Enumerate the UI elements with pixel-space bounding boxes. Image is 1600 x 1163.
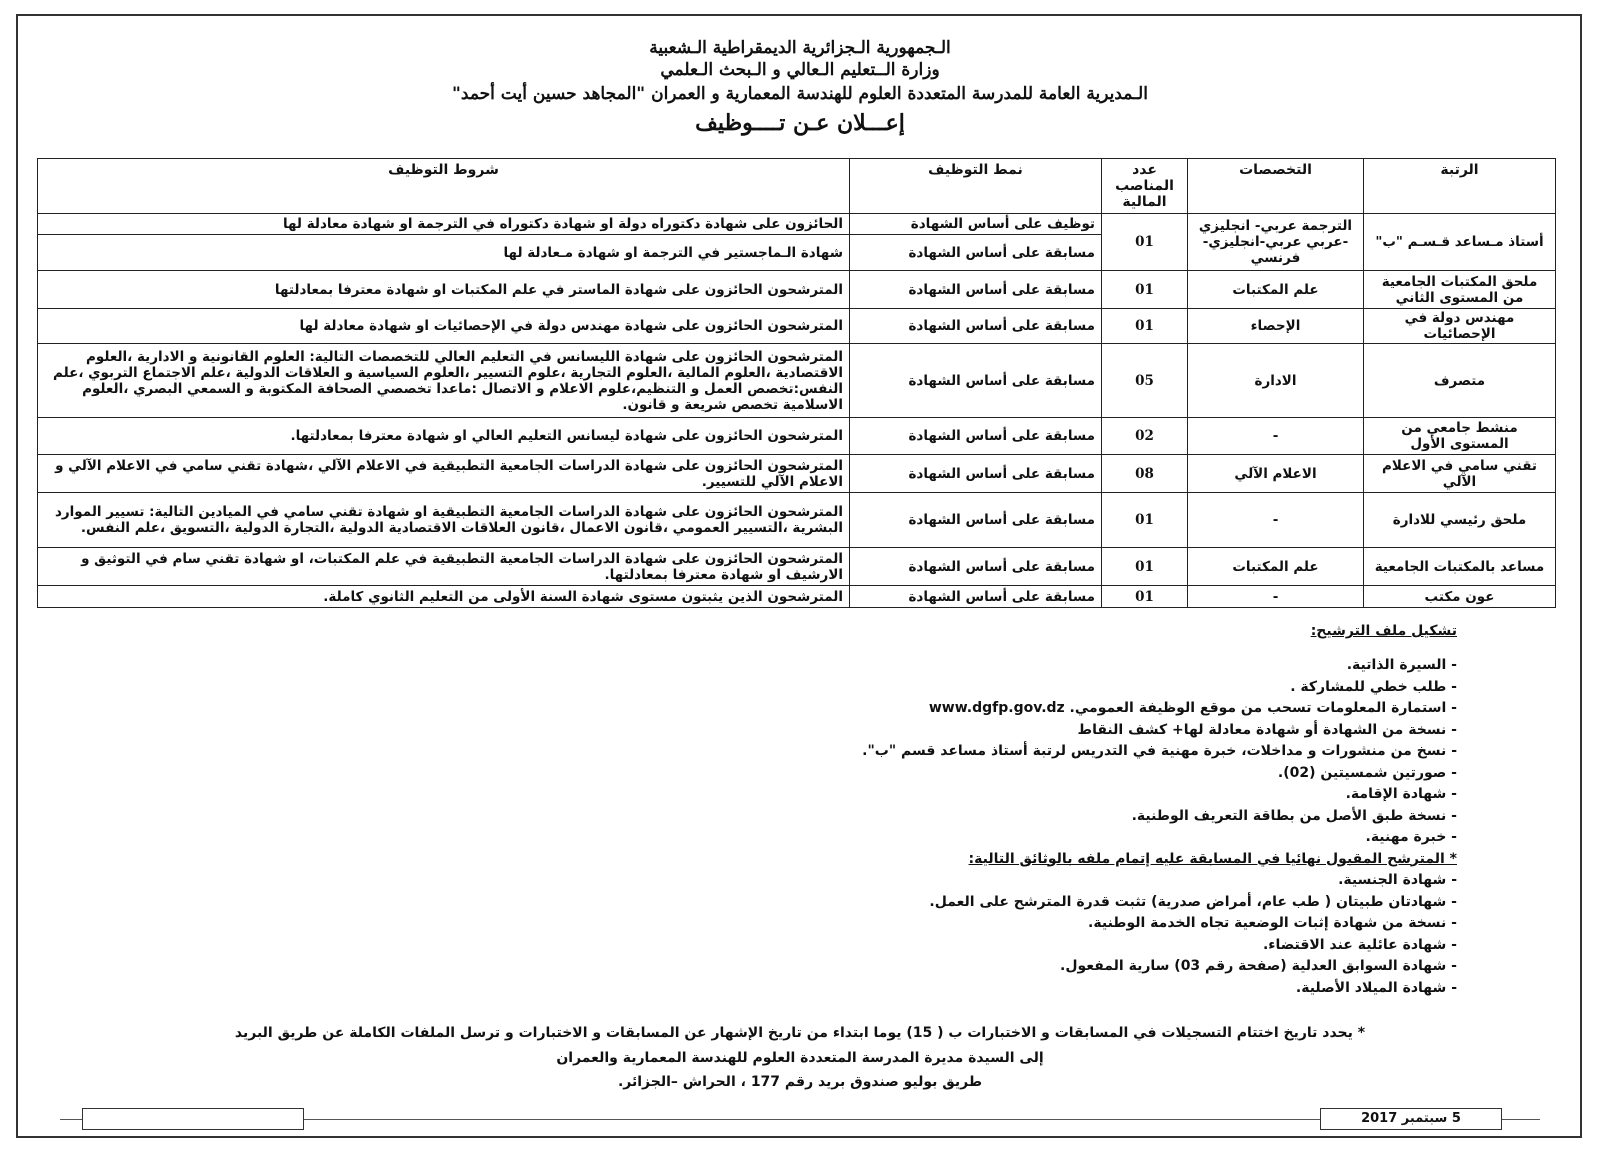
table-row (38, 344, 1556, 418)
cell-specialty: علم المكتبات (1188, 271, 1364, 309)
table-row (38, 418, 1556, 455)
header-ministry: وزارة الــتعليم الـعالي و الـبحث الـعلمي (660, 60, 940, 80)
cell-rank: متصرف (1364, 344, 1556, 418)
cell-mode: مسابقة على أساس الشهادة (850, 586, 1102, 608)
list-item: - نسخة من شهادة إثبات الوضعية تجاه الخدمة الوطنية. (1088, 915, 1457, 931)
cell-count: 02 (1102, 418, 1188, 455)
list-item: - شهادتان طبيتان ( طب عام، أمراض صدرية) تثبت قدرة المترشح على العمل. (929, 893, 1457, 910)
cell-rank: أستاذ مـساعد قـسـم "ب" (1364, 214, 1556, 271)
table-row (38, 493, 1556, 548)
cell-specialty: - (1188, 418, 1364, 455)
cell-conditions: المترشحون الحائزون على شهادة ليسانس التعليم العالي او شهادة معترفا بمعادلتها. (38, 418, 850, 455)
list-item: - شهادة عائلية عند الاقتضاء. (1262, 936, 1457, 953)
cell-count: 01 (1102, 586, 1188, 608)
cell-count: 01 (1102, 271, 1188, 309)
table-row (38, 586, 1556, 608)
list-item: - خبرة مهنية. (1365, 829, 1457, 845)
cell-count: 01 (1102, 214, 1188, 271)
list-item: - شهادة الإقامة. (1345, 786, 1457, 802)
cell-mode: مسابقة على أساس الشهادة (850, 309, 1102, 344)
cell-conditions: المترشحون الحائزون على شهادة الدراسات الجامعية التطبيقية في الاعلام الآلي ،شهادة تقني سامي في الاعلام الآلي و الاعلام الآلي للتسيير. (38, 455, 850, 493)
cell-mode: مسابقة على أساس الشهادة (850, 493, 1102, 548)
dossier-title: تشكيل ملف الترشيح: (1310, 623, 1457, 639)
final-documents-title: * المترشح المقبول نهائيا في المسابقة عليه إتمام ملفه بالوثائق التالية: (968, 850, 1457, 867)
cell-mode: مسابقة على أساس الشهادة (850, 235, 1102, 271)
table-row (38, 214, 1556, 235)
cell-specialty: - (1188, 493, 1364, 548)
address-recipient: إلى السيدة مديرة المدرسة المتعددة العلوم للهندسة المعمارية والعمران (556, 1050, 1044, 1066)
header-positions: عدد المناصب المالية (1102, 159, 1188, 214)
list-item: - نسخة طبق الأصل من بطاقة التعريف الوطنية. (1131, 807, 1457, 824)
list-item: - صورتين شمسيتين (02). (1277, 764, 1457, 781)
cell-mode: مسابقة على أساس الشهادة (850, 344, 1102, 418)
cell-count: 08 (1102, 455, 1188, 493)
cell-mode: مسابقة على أساس الشهادة (850, 418, 1102, 455)
cell-mode: مسابقة على أساس الشهادة (850, 271, 1102, 309)
cell-rank: ملحق المكتبات الجامعية من المستوى الثاني (1364, 271, 1556, 309)
cell-count: 01 (1102, 548, 1188, 586)
cell-conditions: المترشحون الحائزون على شهادة الدراسات الجامعية التطبيقية او شهادة تقني سامي في الميادين التالية: تسيير الموارد البشرية ،التسيير العمومي ،قانون الاعمال ،قانون العلاقات الاقتصادية الدولية ،التجارة الدولية ،التسويق ،علم النفس. (38, 493, 850, 548)
list-item: - شهادة السوابق العدلية (صفحة رقم 03) سارية المفعول. (1060, 958, 1457, 974)
header-republic: الـجمهورية الـجزائرية الديمقراطية الـشعبية (649, 38, 951, 58)
list-item: - شهادة الجنسية. (1338, 872, 1457, 888)
cell-rank: عون مكتب (1364, 586, 1556, 608)
cell-conditions: شهادة الـماجستير في الترجمة او شهادة مـعادلة لها (38, 235, 850, 271)
recruitment-table (37, 158, 1556, 608)
cell-rank: مهندس دولة في الإحصائيات (1364, 309, 1556, 344)
table-row (38, 309, 1556, 344)
cell-rank: منشط جامعي من المستوى الأول (1364, 418, 1556, 455)
cell-conditions: الحائزون على شهادة دكتوراه دولة او شهادة دكتوراه في الترجمة او شهادة معادلة لها (38, 214, 850, 235)
header-specialties: التخصصات (1188, 159, 1364, 214)
cell-rank: مساعد بالمكتبات الجامعية (1364, 548, 1556, 586)
header-directorate: الـمديرية العامة للمدرسة المتعددة العلوم للهندسة المعمارية و العمران "المجاهد حسين أيت أحمد" (452, 84, 1148, 104)
table-row (38, 271, 1556, 309)
header-rank: الرتبة (1364, 159, 1556, 214)
list-item: - نسخ من منشورات و مداخلات، خبرة مهنية في التدريس لرتبة أستاذ مساعد قسم "ب". (862, 743, 1457, 759)
cell-specialty: الترجمة عربي- انجليزي -عربي عربي-انجليزي-فرنسي (1188, 214, 1364, 271)
cell-conditions: المترشحون الحائزون على شهادة الماستر في علم المكتبات او شهادة معترفا بمعادلتها (38, 271, 850, 309)
table-row (38, 455, 1556, 493)
list-item: - نسخة من الشهادة أو شهادة معادلة لها+ كشف النقاط (1077, 721, 1457, 738)
header-mode: نمط التوظيف (850, 159, 1102, 214)
cell-rank: تقني سامي في الاعلام الآلي (1364, 455, 1556, 493)
cell-specialty: علم المكتبات (1188, 548, 1364, 586)
table-header-row (38, 159, 1556, 214)
cell-count: 01 (1102, 493, 1188, 548)
cell-conditions: المترشحون الذين يثبتون مستوى شهادة السنة الأولى من التعليم الثانوي كاملة. (38, 586, 850, 608)
cell-specialty: الاعلام الآلي (1188, 455, 1364, 493)
publication-date: 5 سبتمبر 2017 (1320, 1108, 1502, 1130)
list-item: - السيرة الذاتية. (1346, 657, 1457, 673)
cell-count: 01 (1102, 309, 1188, 344)
header-conditions: شروط التوظيف (38, 159, 850, 214)
deadline-note: * يحدد تاريخ اختتام التسجيلات في المسابقات و الاختبارات ب ( 15) يوما ابتداء من تاريخ الإشهار عن المسابقات و الاختبارات و ترسل الملفات الكاملة عن طريق البريد (234, 1025, 1366, 1041)
list-item: - شهادة الميلاد الأصلية. (1295, 979, 1457, 996)
cell-mode: مسابقة على أساس الشهادة (850, 548, 1102, 586)
list-item: - طلب خطي للمشاركة . (1290, 678, 1457, 695)
blank-box (82, 1108, 304, 1130)
list-item: - استمارة المعلومات تسحب من موقع الوظيفة العمومي. www.dgfp.gov.dz (928, 700, 1457, 716)
cell-conditions: المترشحون الحائزون على شهادة الليسانس في التعليم العالي للتخصصات التالية: العلوم القانونية و الادارية ،العلوم الاقتصادية ،العلوم المالية ،العلوم التجارية ،علوم التسيير ،العلوم السياسية و العلاقات الدولية ،علم الاجتماع التربوي ،علم النفس:تخصص العمل و التنظيم،علوم الاعلام و الاتصال :ماعدا تخصصي الصحافة المكتوبة و السمعي البصري ،العلوم الاسلامية تخصص شريعة و قانون. (38, 344, 850, 418)
cell-specialty: - (1188, 586, 1364, 608)
cell-conditions: المترشحون الحائزون على شهادة الدراسات الجامعية التطبيقية في علم المكتبات، او شهادة تقني سام في التوثيق و الارشيف او شهادة معترفا بمعادلتها. (38, 548, 850, 586)
table-row (38, 548, 1556, 586)
cell-conditions: المترشحون الحائزون على شهادة مهندس دولة في الإحصائيات او شهادة معادلة لها (38, 309, 850, 344)
cell-mode: مسابقة على أساس الشهادة (850, 455, 1102, 493)
cell-specialty: الإحصاء (1188, 309, 1364, 344)
cell-specialty: الادارة (1188, 344, 1364, 418)
cell-mode: توظيف على أساس الشهادة (850, 214, 1102, 235)
cell-count: 05 (1102, 344, 1188, 418)
postal-address: طريق بوليو صندوق بريد رقم 177 ، الحراش –الجزائر. (617, 1074, 983, 1090)
cell-rank: ملحق رئيسي للادارة (1364, 493, 1556, 548)
announcement-title: إعـــلان عـن تــــوظيف (695, 110, 905, 136)
bottom-bar (60, 1108, 1540, 1132)
dossier-list (357, 655, 1457, 999)
